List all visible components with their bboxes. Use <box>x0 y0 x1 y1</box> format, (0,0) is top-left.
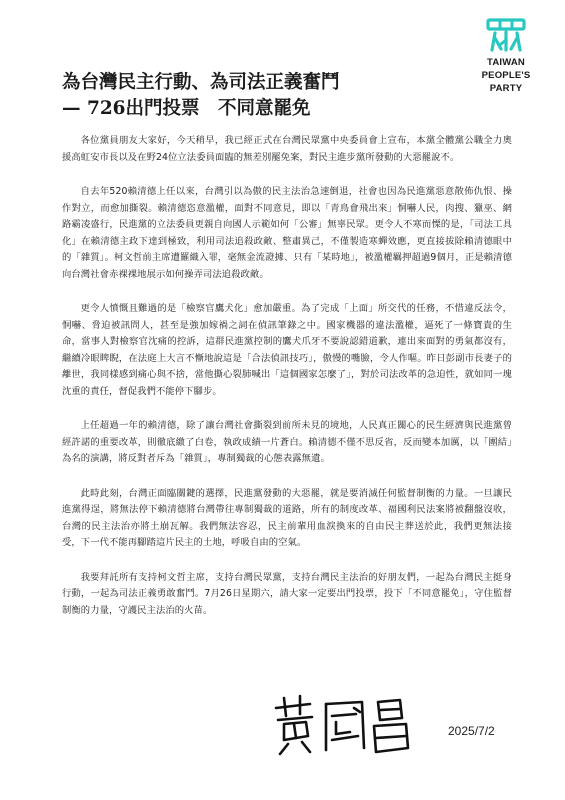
title-line-1: 為台灣民主行動、為司法正義奮鬥 <box>62 72 340 93</box>
title-line-2: — 726出門投票 不同意罷免 <box>62 98 311 119</box>
statement-title <box>62 70 442 122</box>
logo-line-2: PEOPLE'S <box>481 70 531 81</box>
paragraph-5: 此時此刻，台灣正面臨關鍵的選擇，民進黨發動的大惡罷，就是要消滅任何監督制衡的力量。一旦讓民進黨得逞，將無法停下賴清德將台灣帶往專制獨裁的道路，所有的制度改革、福國利民法案將被翻盤沒收，台灣的民主法治亦將土崩瓦解。我們無法容忍，民主前輩用血淚換來的自由民主葬送於此，我們更無法接受，下一代不能再腳踏這片民主的土地，呼吸自由的空氣。 <box>62 487 512 548</box>
logo-line-3: PARTY <box>489 83 523 94</box>
handwritten-signature <box>270 690 420 764</box>
tpp-logo-icon <box>486 18 526 52</box>
paragraph-1: 各位黨員朋友大家好，今天稍早，我已經正式在台灣民眾黨中央委員會上宣布，本黨全體黨公職全力奧援高虹安市長以及在野24位立法委員面臨的無差別罷免案，對民主進步黨所發動的大惡罷說不。 <box>62 135 512 163</box>
paragraph-4: 上任超過一年的賴清德，除了讓台灣社會撕裂到前所未見的境地，人民真正關心的民生經濟與民進黨曾經許諾的重要改革，則徹底繳了白卷，執政成績一片蒼白。賴清德不僅不思反省，反而變本加厲，以「團結」為名的演講，將反對者斥為「雜質」，專制獨裁的心態表露無遺。 <box>62 420 512 464</box>
logo-line-1: TAIWAN <box>487 57 525 68</box>
paragraph-2: 自去年520賴清德上任以來，台灣引以為傲的民主法治急速倒退，社會也因為民進黨惡意散佈仇恨、操作對立，而愈加撕裂。賴清德恣意濫權，面對不同意見，即以「青鳥會飛出來」恫嚇人民，肉搜、獵巫、網路霸凌盛行，民進黨的立法委員更親自向國人示範如何「公審」無辜民眾。更令人不寒而慄的是，「司法工具化」在賴清德主政下達到極致，利用司法追殺政敵、整肅異己，不僅製造寒蟬效應，更直接拔除賴清德眼中的「雜質」。柯文哲前主席遭羅織入罪，毫無金流證據、只有「某時地」，被濫權羈押超過9個月，正是賴清德向台灣社會赤裸裸地展示如何操弄司法追殺政敵。 <box>62 186 512 280</box>
statement-body <box>62 133 512 637</box>
statement-date: 2025/7/2 <box>448 724 495 738</box>
paragraph-3: 更令人憤慨且難過的是「檢察官鷹犬化」愈加嚴重。為了完成「上面」所交代的任務，不惜違反法令，恫嚇、脅迫被訊問人，甚至是強加嫁禍之詞在偵訊筆錄之中。國家機器的違法濫權，逼死了一條寶貴的生命，當事人對檢察官沈痛的控訴，這群民進黨控制的鷹犬爪牙不要說認錯道歉，連出來面對的勇氣都沒有，繼續冷眼睥睨，在法庭上大言不慚地說這是「合法偵訊技巧」，傲慢的嘴臉，令人作嘔。昨日彭副市長妻子的離世，我同樣感到痛心與不捨，當他撕心裂肺喊出「這個國家怎麼了」，對於司法改革的急迫性，就如同一塊沈重的責任，督促我們不能停下腳步。 <box>62 303 512 397</box>
logo-wordmark <box>466 56 546 95</box>
party-logo <box>466 18 546 95</box>
paragraph-6: 我要拜託所有支持柯文哲主席，支持台灣民眾黨，支持台灣民主法治的好朋友們，一起為台灣民主挺身行動，一起為司法正義勇敢奮鬥。7月26日星期六，請大家一定要出門投票，投下「不同意罷免」，守住監督制衡的力量，守護民主法治的火苗。 <box>62 571 512 616</box>
signature-icon <box>270 690 420 760</box>
